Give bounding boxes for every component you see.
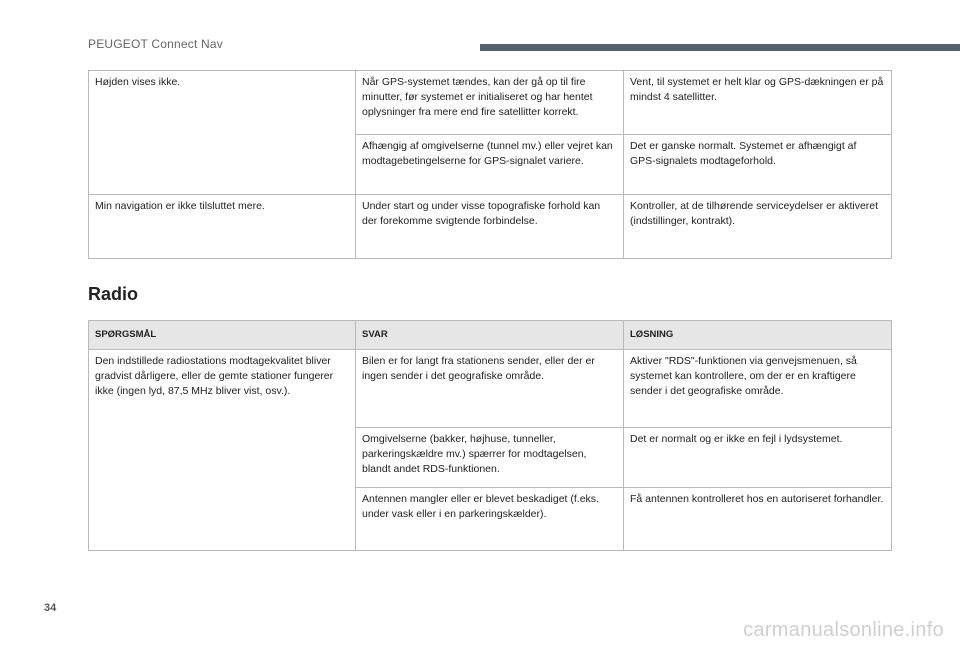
question-cell: Min navigation er ikke tilsluttet mere. xyxy=(89,195,356,259)
solution-cell: Vent, til systemet er helt klar og GPS-dækningen er på mindst 4 satellitter. xyxy=(624,71,892,135)
column-header-solution: LØSNING xyxy=(624,321,892,350)
table-header-row xyxy=(89,321,892,350)
table-row xyxy=(89,195,892,259)
question-cell: Højden vises ikke. xyxy=(89,71,356,195)
table-row xyxy=(89,350,892,428)
column-header-question: SPØRGSMÅL xyxy=(89,321,356,350)
solution-cell: Kontroller, at de tilhørende serviceydelser er aktiveret (indstillinger, kontrakt). xyxy=(624,195,892,259)
solution-cell: Det er ganske normalt. Systemet er afhængigt af GPS-signalets modtageforhold. xyxy=(624,135,892,195)
answer-cell: Når GPS-systemet tændes, kan der gå op til fire minutter, før systemet er initialiseret og har hentet oplysninger fra mere end fire satellitter korrekt. xyxy=(356,71,624,135)
header-bar xyxy=(480,44,960,51)
solution-cell: Få antennen kontrolleret hos en autoriseret forhandler. xyxy=(624,488,892,551)
page-number: 34 xyxy=(44,602,57,614)
gps-troubleshooting-table xyxy=(88,70,892,259)
table-row xyxy=(89,71,892,135)
answer-cell: Bilen er for langt fra stationens sender, eller der er ingen sender i det geografiske område. xyxy=(356,350,624,428)
solution-cell: Det er normalt og er ikke en fejl i lydsystemet. xyxy=(624,428,892,488)
answer-cell: Under start og under visse topografiske forhold kan der forekomme svigtende forbindelse. xyxy=(356,195,624,259)
question-cell: Den indstillede radiostations modtagekvalitet bliver gradvist dårligere, eller de gemte stationer fungerer ikke (ingen lyd, 87,5 MHz bliver vist, osv.). xyxy=(89,350,356,551)
answer-cell: Omgivelserne (bakker, højhuse, tunneller, parkeringskældre mv.) spærrer for modtagelsen, blandt andet RDS-funktionen. xyxy=(356,428,624,488)
solution-cell: Aktiver "RDS"-funktionen via genvejsmenuen, så systemet kan kontrollere, om der er en kraftigere sender i det geografiske område. xyxy=(624,350,892,428)
answer-cell: Afhængig af omgivelserne (tunnel mv.) eller vejret kan modtagebetingelserne for GPS-signalet variere. xyxy=(356,135,624,195)
radio-troubleshooting-table xyxy=(88,320,892,551)
answer-cell: Antennen mangler eller er blevet beskadiget (f.eks. under vask eller i en parkeringskælder). xyxy=(356,488,624,551)
header-title: PEUGEOT Connect Nav xyxy=(88,37,223,51)
column-header-answer: SVAR xyxy=(356,321,624,350)
section-title-radio: Radio xyxy=(88,284,139,304)
watermark: carmanualsonline.info xyxy=(743,619,944,641)
